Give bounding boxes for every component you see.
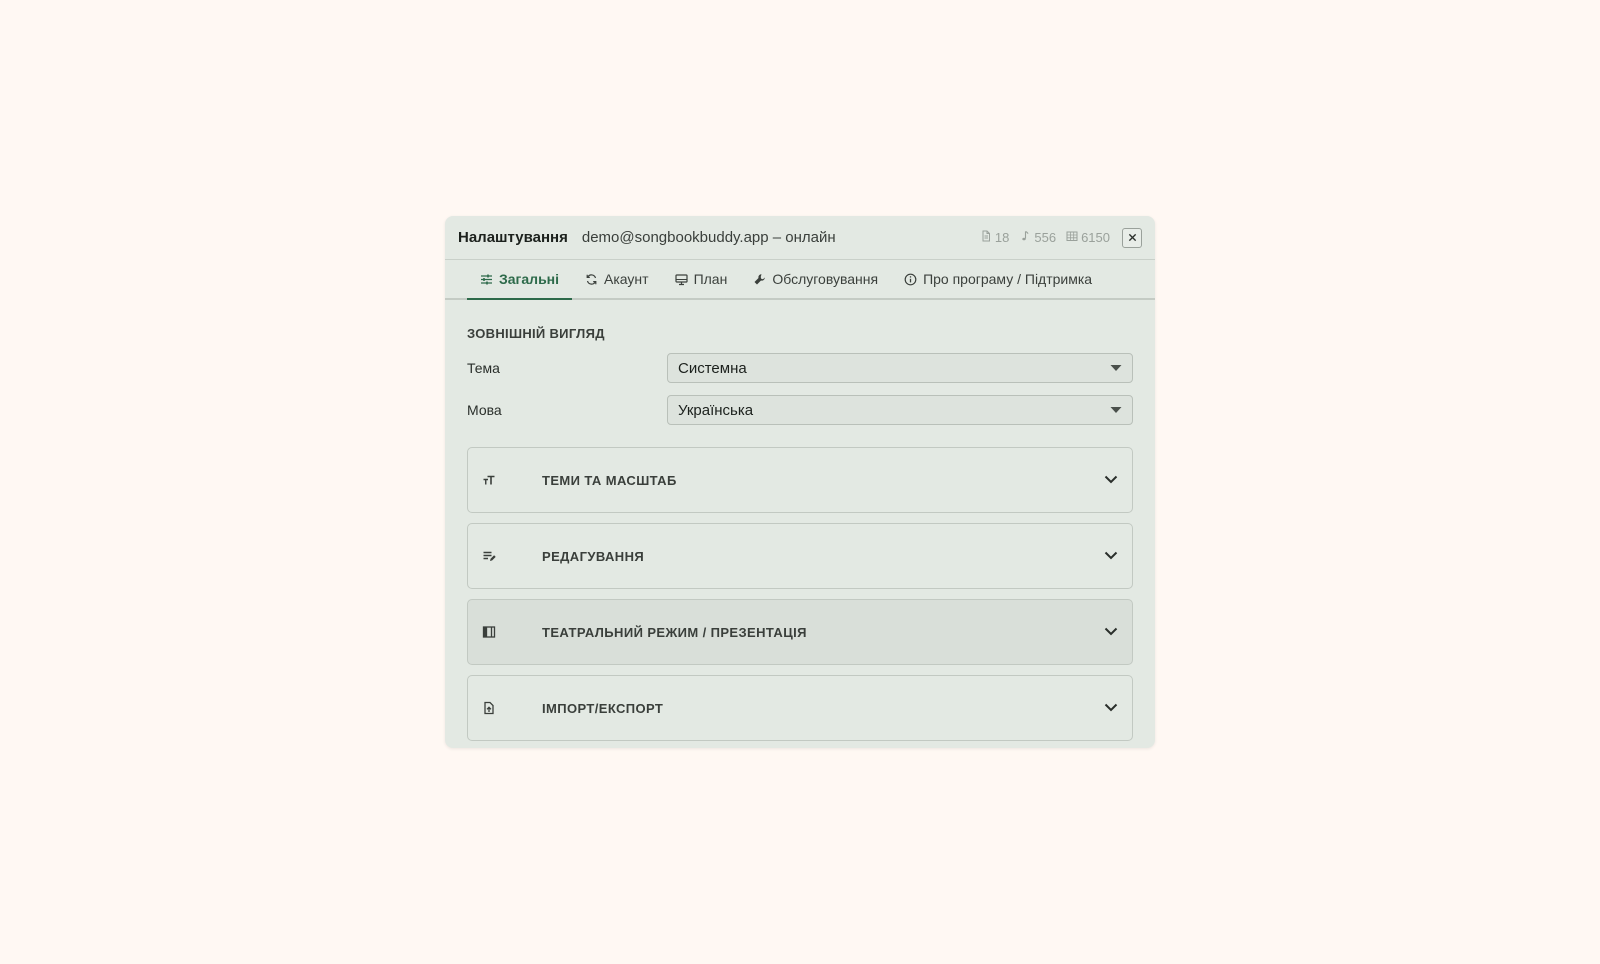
account-status: demo@songbookbuddy.app – онлайн	[581, 229, 836, 246]
tab-label: Акаунт	[604, 271, 649, 287]
accordion-editing[interactable]	[467, 523, 1133, 589]
records-count: 6150	[1081, 230, 1110, 245]
songs-stat	[1019, 230, 1056, 245]
music-note-icon	[1019, 230, 1031, 245]
theme-row	[467, 353, 1133, 383]
theater-icon	[482, 625, 496, 639]
language-row	[467, 395, 1133, 425]
language-label: Мова	[467, 402, 502, 418]
info-icon	[904, 273, 917, 286]
settings-content	[445, 326, 1155, 741]
caret-down-icon	[1110, 406, 1122, 414]
edit-list-icon	[482, 549, 496, 563]
appearance-section-title: ЗОВНІШНІЙ ВИГЛЯД	[467, 326, 605, 341]
tab-about-support[interactable]	[891, 260, 1105, 298]
accordion-label: ТЕМИ ТА МАСШТАБ	[542, 472, 677, 488]
close-button[interactable]	[1122, 228, 1142, 248]
settings-tabs	[445, 260, 1155, 300]
songs-count: 556	[1034, 230, 1057, 245]
sync-icon	[585, 273, 598, 286]
dialog-header	[445, 216, 1155, 260]
documents-stat	[980, 230, 1009, 245]
tab-account[interactable]	[572, 260, 662, 298]
close-icon	[1128, 233, 1137, 242]
documents-count: 18	[994, 230, 1010, 245]
accordion-label: ТЕАТРАЛЬНИЙ РЕЖИМ / ПРЕЗЕНТАЦІЯ	[542, 624, 807, 640]
stats-bar	[980, 230, 1110, 245]
accordion-label: РЕДАГУВАННЯ	[542, 548, 645, 564]
tab-label: План	[693, 271, 728, 287]
accordion-label: ІМПОРТ/ЕКСПОРТ	[542, 700, 664, 716]
monitor-icon	[675, 273, 688, 286]
tab-label: Загальні	[499, 271, 560, 287]
chevron-down-icon	[1104, 471, 1118, 489]
theme-select[interactable]	[667, 353, 1133, 383]
chevron-down-icon	[1104, 623, 1118, 641]
accordion-theater-presentation[interactable]	[467, 599, 1133, 665]
language-select-value: Українська	[678, 401, 754, 419]
text-size-icon	[482, 473, 496, 487]
wrench-icon	[753, 273, 766, 286]
language-select[interactable]	[667, 395, 1133, 425]
chevron-down-icon	[1104, 699, 1118, 717]
tab-label: Про програму / Підтримка	[923, 271, 1093, 287]
chevron-down-icon	[1104, 547, 1118, 565]
tab-maintenance[interactable]	[740, 260, 891, 298]
table-icon	[1066, 230, 1078, 245]
tab-plan[interactable]	[662, 260, 741, 298]
tab-label: Обслуговування	[772, 271, 879, 287]
dialog-title: Налаштування	[458, 229, 568, 246]
tab-general[interactable]	[467, 260, 572, 298]
theme-select-value: Системна	[678, 359, 747, 377]
accordion-themes-scale[interactable]	[467, 447, 1133, 513]
records-stat	[1066, 230, 1110, 245]
caret-down-icon	[1110, 364, 1122, 372]
file-upload-icon	[482, 701, 496, 715]
accordion-import-export[interactable]	[467, 675, 1133, 741]
settings-dialog	[445, 216, 1155, 748]
document-icon	[980, 230, 992, 245]
theme-label: Тема	[467, 360, 500, 376]
sliders-icon	[480, 273, 493, 286]
